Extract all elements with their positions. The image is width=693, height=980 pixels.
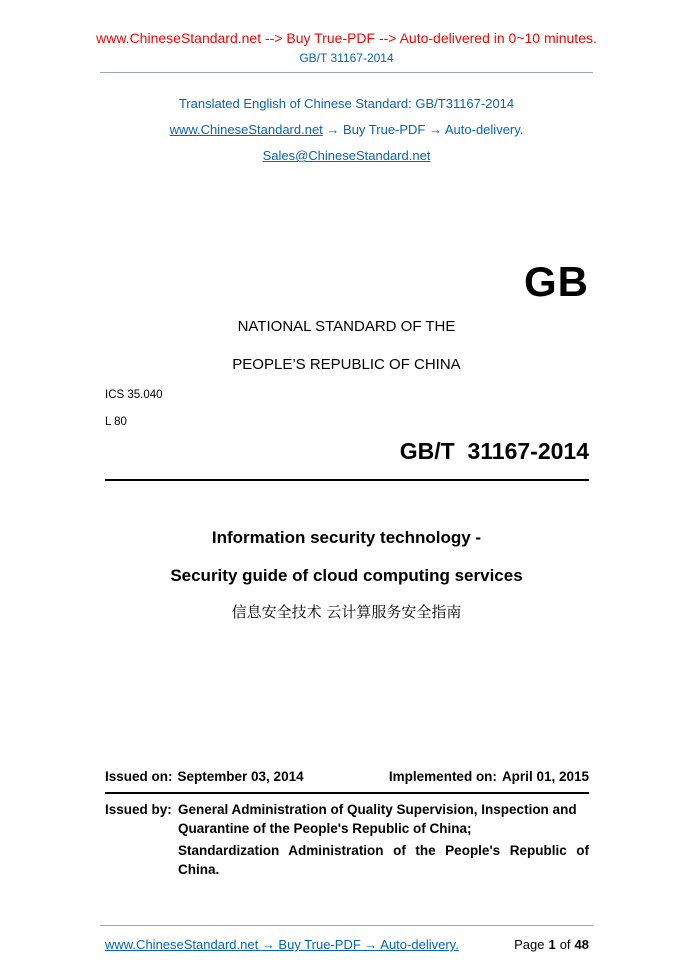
buy-line	[0, 122, 693, 137]
title-divider	[105, 479, 589, 481]
of-label: of	[559, 937, 571, 952]
title-english-line1: Information security technology -	[211, 528, 482, 547]
standard-number: GB/T 31167-2014	[399, 438, 589, 464]
header-standard-code: GB/T 31167-2014	[299, 51, 394, 65]
title-english-line2: Security guide of cloud computing services	[170, 566, 523, 585]
ics-code: ICS 35.040	[105, 389, 163, 401]
chinesestandard-link[interactable]: www.ChineseStandard.net	[169, 122, 323, 137]
issued-by-label: Issued by:	[105, 802, 172, 817]
total-pages: 48	[574, 937, 589, 952]
implemented-on-label: Implemented on:	[388, 769, 497, 784]
issuer-2: Standardization Administration of the People's Republic of China.	[178, 843, 589, 877]
footer	[105, 937, 589, 952]
promo-banner: www.ChineseStandard.net --> Buy True-PDF --> Auto-delivered in 0~10 minutes.	[96, 30, 597, 46]
footer-buy-link[interactable]: www.ChineseStandard.net → Buy True-PDF → Auto-delivery.	[105, 937, 459, 952]
page-label: Page	[514, 937, 545, 952]
issuer-1: General Administration of Quality Supervision, Inspection and Quarantine of the People's Republic of China;	[178, 802, 577, 836]
implemented-on-value: April 01, 2015	[501, 769, 589, 784]
gb-logo: GB	[524, 258, 589, 305]
translated-line: Translated English of Chinese Standard: GB/T31167-2014	[178, 96, 515, 111]
issue-dates-row	[105, 769, 589, 784]
footer-divider	[100, 925, 593, 926]
national-standard-line1: NATIONAL STANDARD OF THE	[237, 318, 456, 335]
issued-on-label: Issued on:	[105, 769, 173, 784]
national-standard-line2: PEOPLE’S REPUBLIC OF CHINA	[232, 356, 461, 373]
issued-on	[105, 769, 304, 784]
sales-email-link[interactable]: Sales@ChineseStandard.net	[262, 148, 431, 163]
buy-line-text: → Buy True-PDF → Auto-delivery.	[322, 122, 524, 137]
implemented-on	[389, 769, 589, 784]
page-indicator	[510, 937, 589, 952]
issued-by-content	[178, 800, 589, 879]
email-line	[0, 148, 693, 163]
page-number: 1	[548, 937, 556, 952]
issued-on-value: September 03, 2014	[177, 769, 304, 784]
issued-by-block	[105, 800, 589, 879]
header-divider	[100, 72, 593, 73]
issue-divider	[105, 792, 589, 794]
title-chinese: 信息安全技术 云计算服务安全指南	[231, 603, 462, 621]
l-code: L 80	[105, 416, 127, 428]
